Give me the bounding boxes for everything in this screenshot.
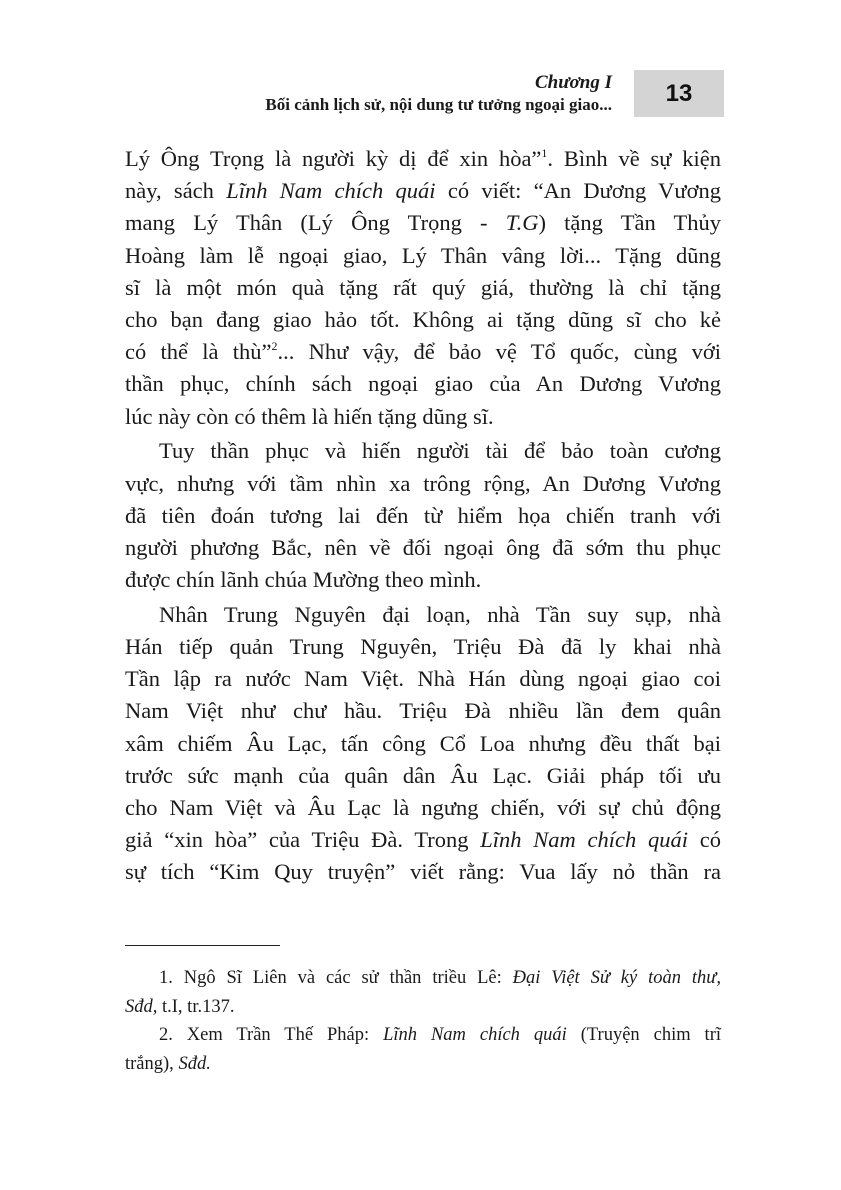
paragraph xyxy=(125,143,721,433)
text-run: Sđd, xyxy=(125,996,158,1017)
text-line xyxy=(125,401,721,433)
footnote-divider xyxy=(125,945,280,946)
text-line xyxy=(125,663,721,695)
text-run: trước sức mạnh của quân dân Âu Lạc. Giải pháp tối ưu xyxy=(125,762,721,788)
text-run: có thể là thù” xyxy=(125,339,272,365)
text-run: Đại Việt Sử ký toàn thư, xyxy=(512,968,721,988)
text-line xyxy=(125,695,721,727)
chapter-label: Chương I xyxy=(534,72,612,93)
text-line xyxy=(125,175,721,207)
page-number: 13 xyxy=(634,70,724,117)
text-line xyxy=(125,993,721,1022)
text-line xyxy=(125,792,721,824)
text-run: ... Như vậy, để bảo vệ Tổ quốc, cùng với xyxy=(277,339,722,365)
text-run: có viết: “An Dương Vương xyxy=(435,178,721,204)
text-line xyxy=(125,760,721,792)
text-run: mang Lý Thân (Lý Ông Trọng - xyxy=(125,210,506,236)
footnotes xyxy=(125,964,721,1078)
text-line xyxy=(125,532,721,564)
text-line xyxy=(125,599,721,631)
text-run: Hoàng làm lễ ngoại giao, Lý Thân vâng lời... Tặng dũng xyxy=(125,242,721,268)
text-run: Tần lập ra nước Nam Việt. Nhà Hán dùng ngoại giao coi xyxy=(125,666,721,692)
footnote-marker: 2 xyxy=(271,339,278,354)
text-run: có xyxy=(688,827,721,853)
text-run: xâm chiếm Âu Lạc, tấn công Cổ Loa nhưng đều thất bại xyxy=(125,730,721,756)
running-header xyxy=(265,72,612,116)
text-run: người phương Bắc, nên về đối ngoại ông đã sớm thu phục xyxy=(125,534,721,560)
text-run: này, sách xyxy=(125,178,227,204)
text-run: t.I, tr.137. xyxy=(157,996,235,1017)
paragraph xyxy=(125,435,721,596)
text-line xyxy=(125,336,721,368)
text-run: ) tặng Tần Thủy xyxy=(538,210,721,236)
text-run: 1. Ngô Sĩ Liên và các sử thần triều Lê: xyxy=(159,968,513,988)
text-line xyxy=(125,272,721,304)
text-run: Tuy thần phục và hiến người tài để bảo toàn cương xyxy=(159,438,721,464)
text-run: Lĩnh Nam chích quái xyxy=(226,178,436,204)
text-run: Lĩnh Nam chích quái xyxy=(480,827,688,853)
text-run: Lý Ông Trọng là người kỳ dị để xin hòa” xyxy=(125,146,542,171)
text-line xyxy=(125,435,721,467)
text-run: Sđd. xyxy=(178,1053,211,1074)
text-run: sự tích “Kim Quy truyện” viết rằng: Vua lấy nỏ thần ra xyxy=(125,859,721,885)
text-run: . Bình về sự kiện xyxy=(547,146,721,171)
text-run: đã tiên đoán tương lai đến từ hiểm họa chiến tranh với xyxy=(125,502,721,528)
text-run: cho Nam Việt và Âu Lạc là ngưng chiến, với sự chủ động xyxy=(125,795,721,821)
text-line xyxy=(125,1021,721,1050)
text-run: T.G xyxy=(505,210,539,236)
text-run: 2. Xem Trần Thế Pháp: xyxy=(159,1025,384,1045)
text-line xyxy=(125,856,721,888)
text-line xyxy=(125,1050,721,1079)
chapter-subtitle: Bối cảnh lịch sử, nội dung tư tưởng ngoại giao... xyxy=(265,95,612,114)
text-line xyxy=(125,368,721,400)
text-line xyxy=(125,564,721,596)
text-line xyxy=(125,500,721,532)
footnote xyxy=(125,964,721,1021)
text-run: được chín lãnh chúa Mường theo mình. xyxy=(125,567,482,593)
text-run: Nam Việt như chư hầu. Triệu Đà nhiều lần đem quân xyxy=(125,698,721,724)
footnote-marker: 1 xyxy=(541,146,548,160)
text-run: lúc này còn có thêm là hiến tặng dũng sĩ. xyxy=(125,403,494,429)
text-line xyxy=(125,207,721,239)
text-run: Hán tiếp quản Trung Nguyên, Triệu Đà đã ly khai nhà xyxy=(125,634,721,660)
paragraph xyxy=(125,599,721,889)
text-run: trắng), xyxy=(125,1053,179,1074)
text-line xyxy=(125,728,721,760)
text-line xyxy=(125,824,721,856)
text-run: vực, nhưng với tầm nhìn xa trông rộng, An Dương Vương xyxy=(125,470,721,496)
text-line xyxy=(125,143,721,175)
text-run: giả “xin hòa” của Triệu Đà. Trong xyxy=(125,827,481,853)
text-line xyxy=(125,304,721,336)
text-run: cho bạn đang giao hảo tốt. Không ai tặng dũng sĩ cho kẻ xyxy=(125,307,721,333)
text-line xyxy=(125,240,721,272)
text-run: thần phục, chính sách ngoại giao của An Dương Vương xyxy=(125,371,721,397)
text-run: (Truyện chim trĩ xyxy=(566,1025,721,1045)
text-line xyxy=(125,631,721,663)
text-run: sĩ là một món quà tặng rất quý giá, thường là chỉ tặng xyxy=(125,274,721,300)
text-line xyxy=(125,964,721,993)
body-text xyxy=(125,143,721,891)
footnote xyxy=(125,1021,721,1078)
text-line xyxy=(125,468,721,500)
text-run: Lĩnh Nam chích quái xyxy=(383,1025,567,1045)
text-run: Nhân Trung Nguyên đại loạn, nhà Tần suy sụp, nhà xyxy=(159,601,721,627)
